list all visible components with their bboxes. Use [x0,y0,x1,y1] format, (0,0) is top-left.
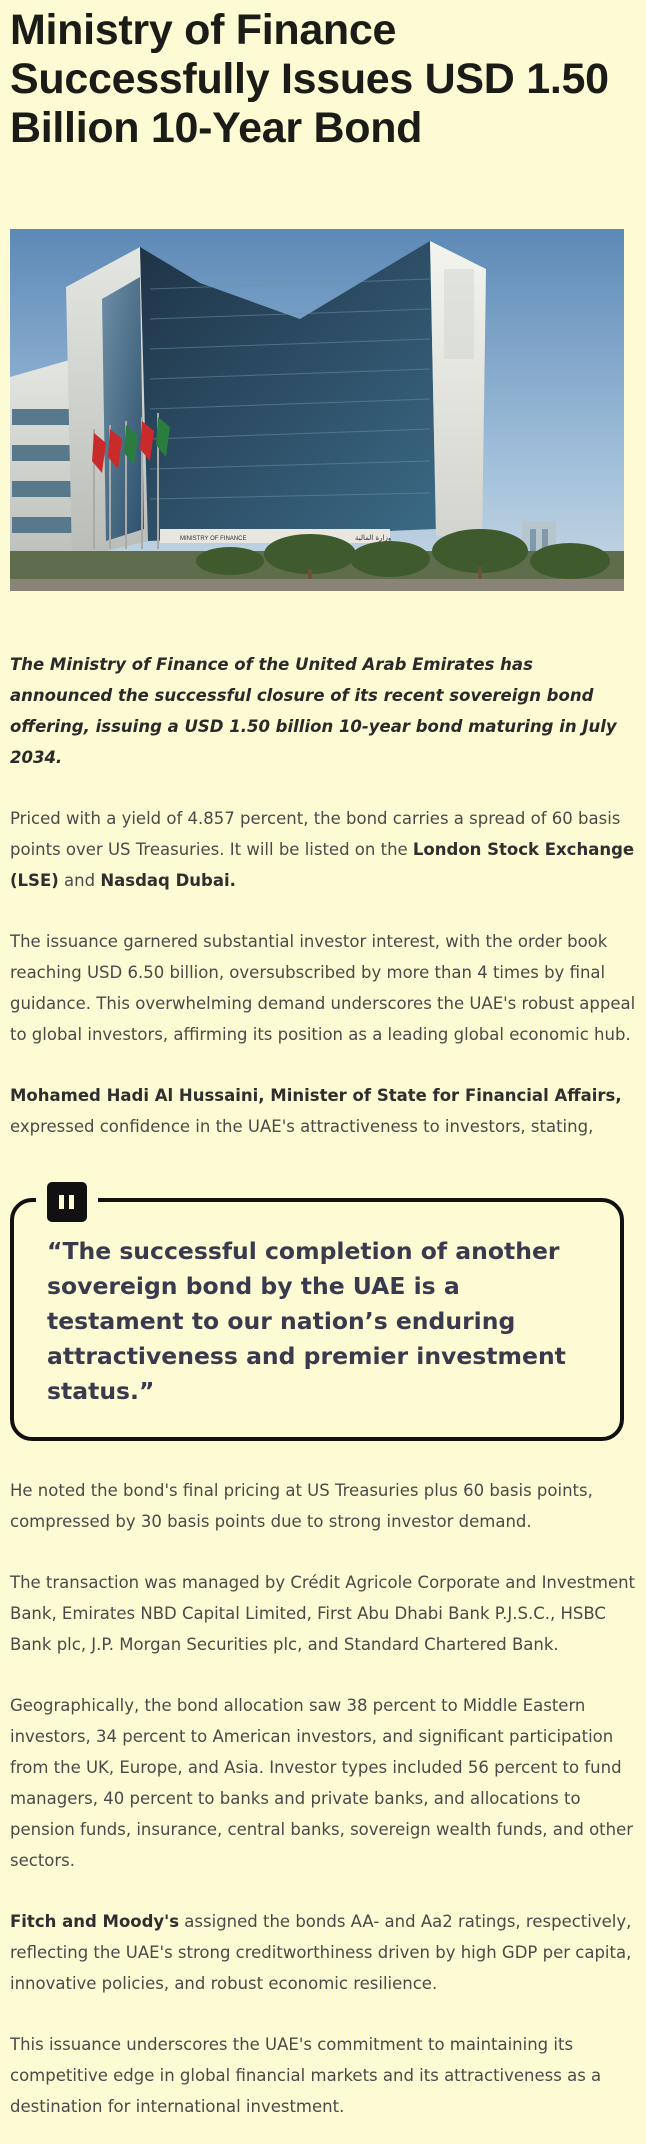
paragraph-pricing-note: He noted the bond's final pricing at US Treasuries plus 60 basis points, compressed by 30 basis points due to strong investor demand. [10,1481,593,1531]
arabic-sign: وزارة المالية [355,534,392,542]
paragraph-pricing [10,803,636,896]
building-photo [10,229,624,591]
article-lead: The Ministry of Finance of the United Arab Emirates has announced the successful closure of its recent sovereign bond offering, issuing a USD 1.50 billion 10-year bond maturing in July 2034. [10,655,617,767]
paragraph-managers: The transaction was managed by Crédit Agricole Corporate and Investment Bank, Emirates NBD Capital Limited, First Abu Dhabi Bank P.J.S.C., HSBC Bank plc, J.P. Morgan Securities plc, and Standard Chartered Bank. [10,1573,636,1654]
article-title: Ministry of Finance Successfully Issues USD 1.50 Billion 10-Year Bond [10,6,609,152]
paragraph-demand: The issuance garnered substantial investor interest, with the order book reaching USD 6.50 billion, oversubscribed by more than 4 times by final guidance. This overwhelming demand underscores the UAE's robust appeal to global investors, affirming its position as a leading global economic hub. [10,932,636,1044]
rating-agencies: Fitch and Moody's [10,1912,180,1931]
hero-image [10,229,624,591]
minister-name: Mohamed Hadi Al Hussaini, Minister of State for Financial Affairs, [10,1086,622,1105]
quote-text: “The successful completion of another sovereign bond by the UAE is a testament to our nation’s enduring attractiveness and premier investment status.” [47,1237,566,1405]
lse-name: London Stock Exchange (LSE) [10,840,635,890]
nasdaq-name: Nasdaq Dubai. [100,871,236,890]
paragraph-minister [10,1080,636,1142]
entrance-sign: MINISTRY OF FINANCE [180,536,247,542]
quote-icon [36,1180,98,1224]
pricing-text: Priced with a yield of 4.857 percent, the bond carries a spread of 60 basis points over US Treasuries. It will be listed on the [10,809,621,859]
pricing-conjunction: and [58,871,101,890]
minister-intro: expressed confidence in the UAE's attractiveness to investors, stating, [10,1117,594,1136]
paragraph-ratings [10,1906,636,1999]
paragraph-conclusion: This issuance underscores the UAE's commitment to maintaining its competitive edge in global financial markets and its attractiveness as a destination for international investment. [10,2035,602,2116]
pull-quote [10,1198,624,1441]
paragraph-allocation: Geographically, the bond allocation saw 38 percent to Middle Eastern investors, 34 percent to American investors, and significant participation from the UK, Europe, and Asia. Investor types included 56 percent to fund managers, 40 percent to banks and private banks, and allocations to pension funds, insurance, central banks, sovereign wealth funds, and other sectors. [10,1696,634,1870]
ratings-text: assigned the bonds AA- and Aa2 ratings, respectively, reflecting the UAE's strong creditworthiness driven by high GDP per capita, innovative policies, and robust economic resilience. [10,1912,632,1993]
